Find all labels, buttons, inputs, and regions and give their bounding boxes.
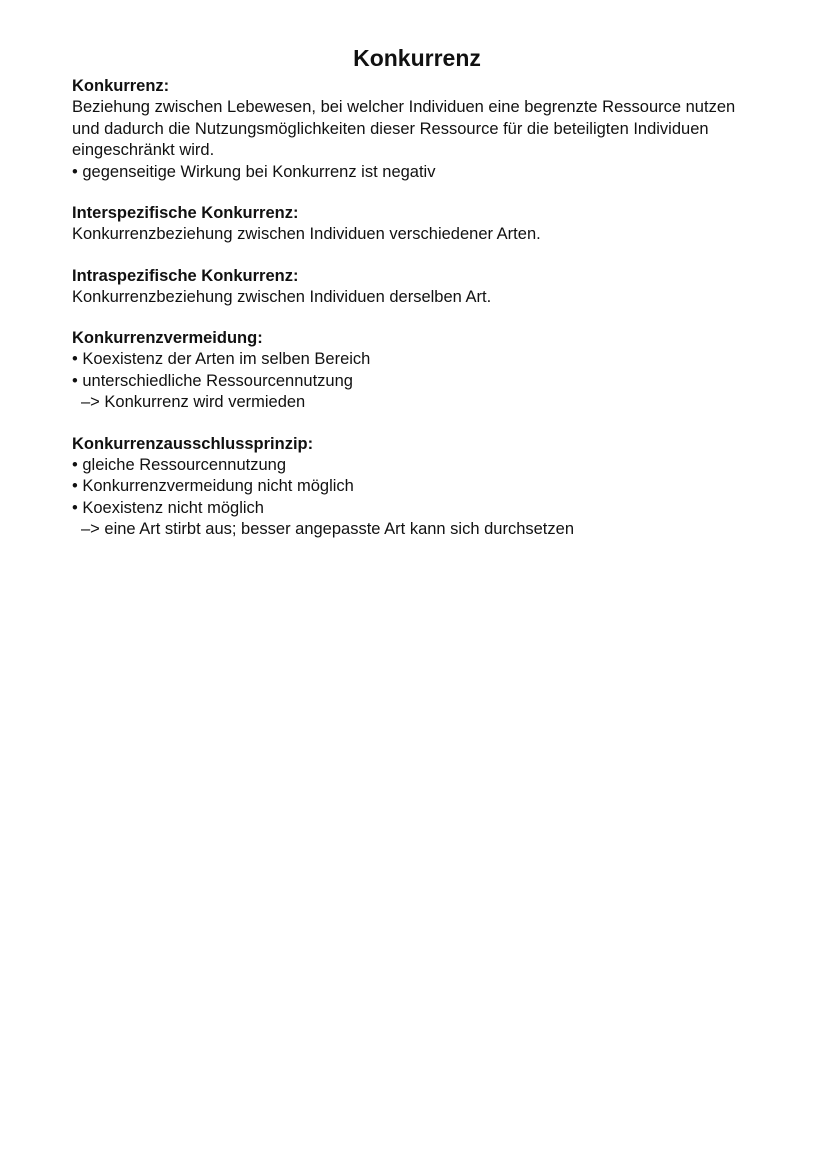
page-title: Konkurrenz: [353, 45, 481, 71]
section-paragraph: Konkurrenzbeziehung zwischen Individuen verschiedener Arten.: [72, 225, 541, 243]
section-interspezifische-konkurrenz: [72, 203, 762, 246]
section-paragraph: Beziehung zwischen Lebewesen, bei welcher Individuen eine begrenzte Ressource nutzen und dadurch die Nutzungsmöglichkeiten dieser Ressource für die beteiligten Individuen eingeschränkt wird.: [72, 98, 736, 159]
bullet-item: • Koexistenz der Arten im selben Bereich: [72, 350, 371, 368]
section-heading: Interspezifische Konkurrenz:: [72, 204, 299, 222]
section-intraspezifische-konkurrenz: [72, 266, 762, 309]
bullet-item: • gleiche Ressourcennutzung: [72, 455, 286, 474]
document-page: [72, 44, 762, 561]
section-konkurrenzvermeidung: [72, 328, 762, 414]
conclusion-line: –> eine Art stirbt aus; besser angepasste Art kann sich durchsetzen: [81, 520, 574, 538]
bullet-item: • gegenseitige Wirkung bei Konkurrenz ist negativ: [72, 162, 436, 181]
section-konkurrenz: [72, 76, 762, 183]
section-konkurrenzausschlussprinzip: [72, 434, 762, 541]
section-heading: Intraspezifische Konkurrenz:: [72, 266, 299, 285]
bullet-item: • unterschiedliche Ressourcennutzung: [72, 371, 353, 390]
bullet-item: • Koexistenz nicht möglich: [72, 498, 264, 517]
section-paragraph: Konkurrenzbeziehung zwischen Individuen derselben Art.: [72, 287, 492, 306]
section-heading: Konkurrenzvermeidung:: [72, 329, 263, 347]
section-heading: Konkurrenzausschlussprinzip:: [72, 434, 314, 453]
conclusion-line: –> Konkurrenz wird vermieden: [81, 393, 306, 411]
bullet-item: • Konkurrenzvermeidung nicht möglich: [72, 477, 354, 495]
section-heading: Konkurrenz:: [72, 77, 170, 95]
